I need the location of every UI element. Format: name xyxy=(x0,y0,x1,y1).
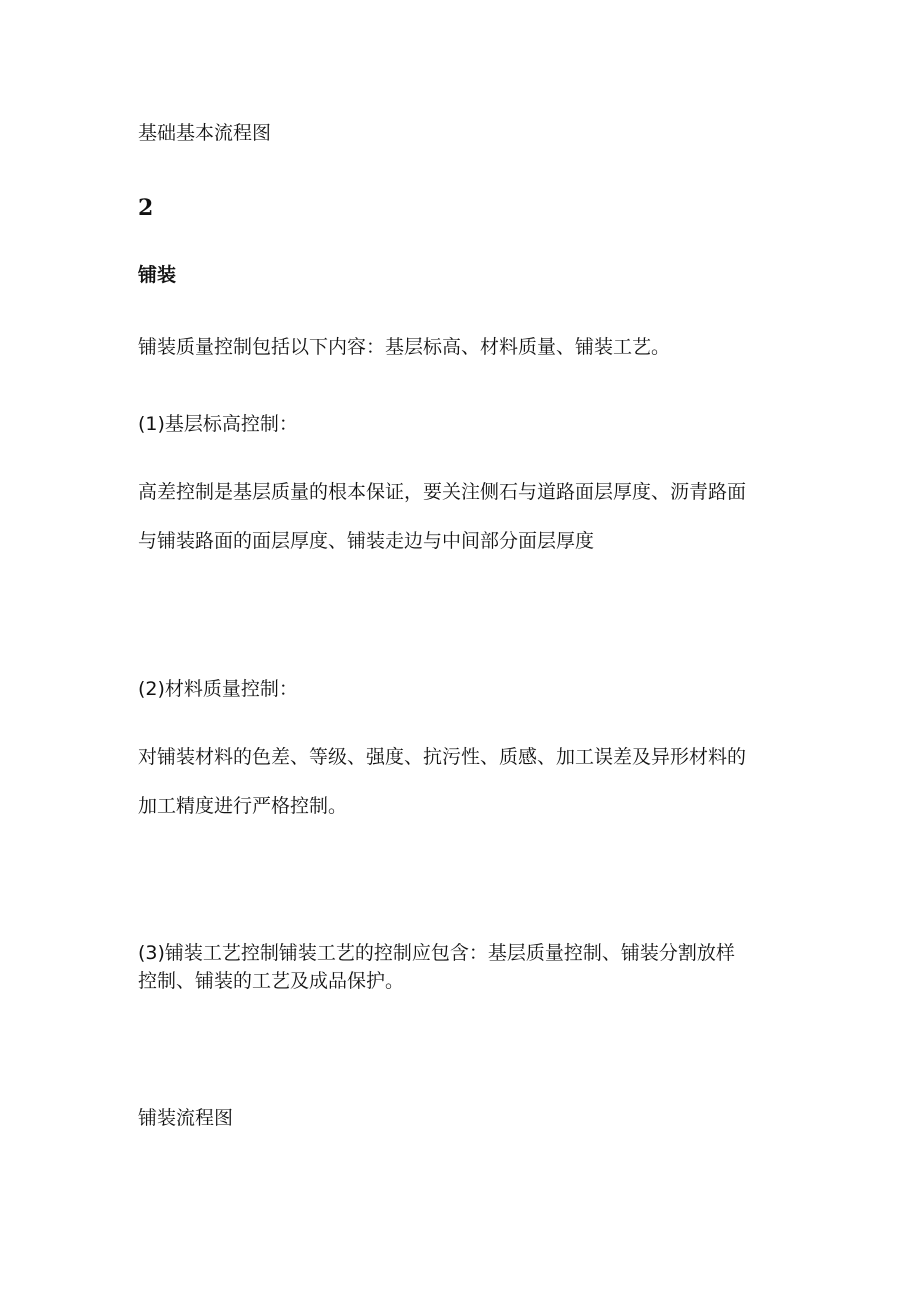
item3-line2: 控制、铺装的工艺及成品保护。 xyxy=(138,970,405,992)
item2-heading: (2)材料质量控制： xyxy=(138,678,298,700)
top-caption: 基础基本流程图 xyxy=(138,122,272,144)
item2-body-line2: 加工精度进行严格控制。 xyxy=(138,795,348,817)
section-title: 铺装 xyxy=(138,264,177,286)
section-number: 2 xyxy=(138,195,154,221)
item1-heading: (1)基层标高控制： xyxy=(138,413,298,435)
bottom-caption: 铺装流程图 xyxy=(138,1107,234,1129)
item2-body-line1: 对铺装材料的色差、等级、强度、抗污性、质感、加工误差及异形材料的 xyxy=(138,746,747,768)
item1-body-line1: 高差控制是基层质量的根本保证，要关注侧石与道路面层厚度、沥青路面 xyxy=(138,481,747,503)
intro-paragraph: 铺装质量控制包括以下内容：基层标高、材料质量、铺装工艺。 xyxy=(138,336,671,358)
item1-body-line2: 与铺装路面的面层厚度、铺装走边与中间部分面层厚度 xyxy=(138,530,595,552)
item3-line1: (3)铺装工艺控制铺装工艺的控制应包含：基层质量控制、铺装分割放样 xyxy=(138,942,735,964)
